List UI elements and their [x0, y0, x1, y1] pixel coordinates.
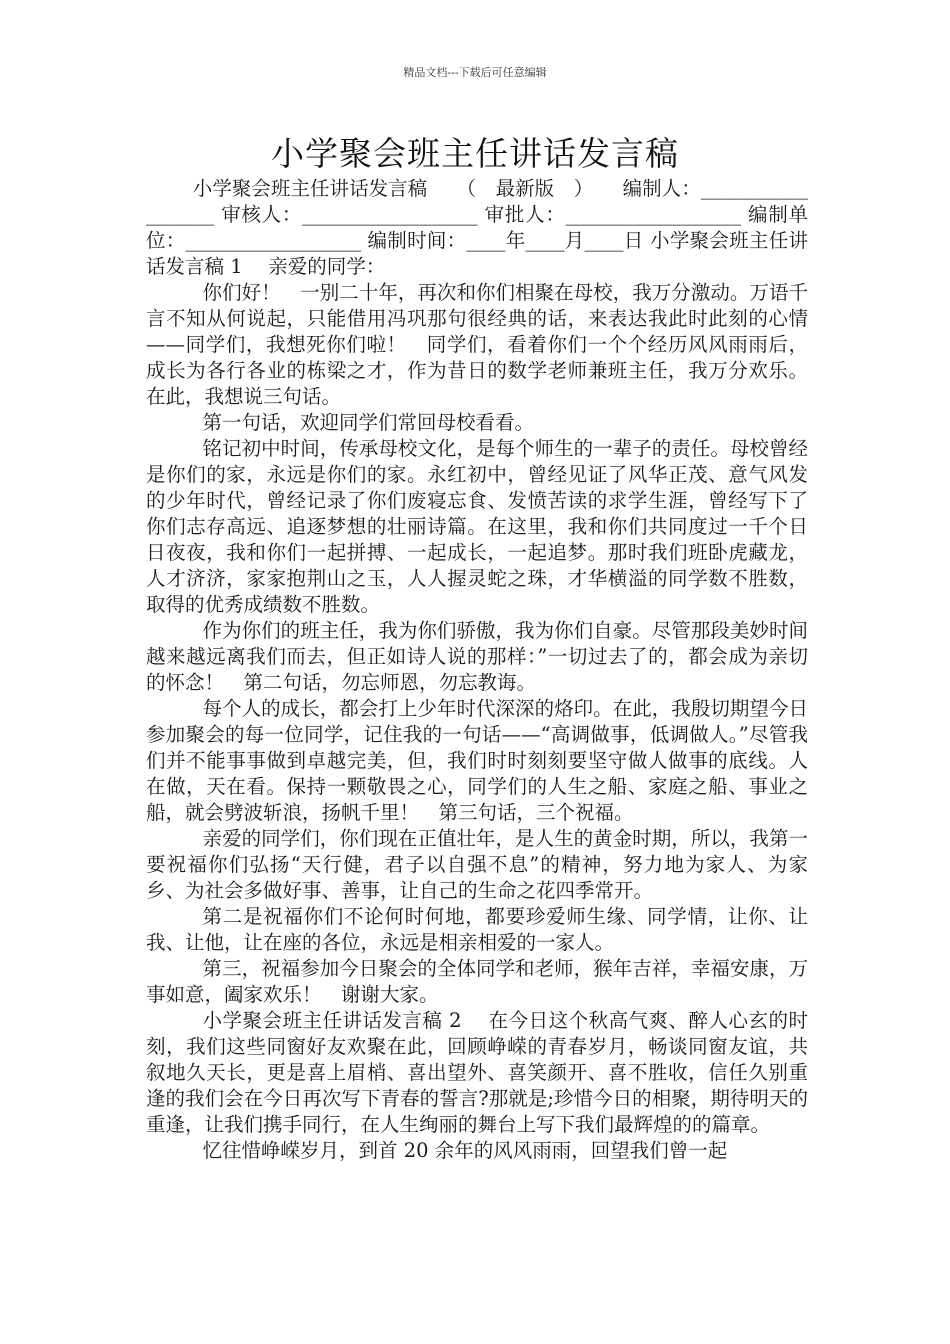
paragraph: 你们好！ 一别二十年，再次和你们相聚在母校，我万分激动。万语千言不知从何说起，只能借用冯巩那句很经典的话，来表达我此时此刻的心情——同学们，我想死你们啦！ 同学们，看着你们一个个经历风风雨雨后，成长为各行各业的栋梁之才，作为昔日的数学老师兼班主任，我万分欢乐。在此，我想说三句话。 [146, 281, 808, 408]
document-meta-line: 小学聚会班主任讲话发言稿 （ 最新版 ） 编制人：__________________ 审核人：__________________ 审批人：__________________ 编制单位：__________________ 编制时间：____年____月____日 小学聚会班主任讲话发言稿 1 亲爱的同学： [146, 177, 808, 278]
paragraph: 作为你们的班主任，我为你们骄傲，我为你们自豪。尽管那段美妙时间越来越远离我们而去，但正如诗人说的那样：”一切过去了的，都会成为亲切的怀念！ 第二句话，勿忘师恩，勿忘教诲。 [146, 619, 808, 694]
paragraph: 亲爱的同学们，你们现在正值壮年，是人生的黄金时期，所以，我第一要祝福你们弘扬“天行健，君子以自强不息”的精神，努力地为家人、为家乡、为社会多做好事、善事，让自己的生命之花四季常开。 [146, 827, 808, 902]
paragraph: 铭记初中时间，传承母校文化，是每个师生的一辈子的责任。母校曾经是你们的家，永远是你们的家。永红初中，曾经见证了风华正茂、意气风发的少年时代，曾经记录了你们废寝忘食、发愤苦读的求学生涯，曾经写下了你们志存高远、追逐梦想的壮丽诗篇。在这里，我和你们共同度过一千个日日夜夜，我和你们一起拼搏、一起成长，一起追梦。那时我们班卧虎藏龙，人才济济，家家抱荆山之玉，人人握灵蛇之珠，才华横溢的同学数不胜数，取得的优秀成绩数不胜数。 [146, 437, 808, 616]
page-header: 精品文档---下载后可任意编辑 [403, 66, 547, 79]
document-body [146, 176, 808, 1164]
paragraph: 每个人的成长，都会打上少年时代深深的烙印。在此，我殷切期望今日参加聚会的每一位同学，记住我的一句话——“高调做事，低调做人。”尽管我们并不能事事做到卓越完美，但，我们时时刻刻要坚守做人做事的底线。人在做，天在看。保持一颗敬畏之心，同学们的人生之船、家庭之船、事业之船，就会劈波斩浪，扬帆千里！ 第三句话，三个祝福。 [146, 697, 808, 824]
paragraph: 小学聚会班主任讲话发言稿 2 在今日这个秋高气爽、醉人心玄的时刻，我们这些同窗好友欢聚在此，回顾峥嵘的青春岁月，畅谈同窗友谊，共叙地久天长，更是喜上眉梢、喜出望外、喜笑颜开、喜不胜收，信任久别重逢的我们会在今日再次写下青春的誓言?那就是;珍惜今日的相聚，期待明天的重逢，让我们携手同行，在人生绚丽的舞台上写下我们最辉煌的的篇章。 [146, 1009, 808, 1136]
paragraph: 忆往惜峥嵘岁月，到首 20 余年的风风雨雨，回望我们曾一起 [202, 1139, 728, 1162]
paragraph: 第三，祝福参加今日聚会的全体同学和老师，猴年吉祥，幸福安康，万事如意，阖家欢乐！ 谢谢大家。 [146, 957, 808, 1006]
paragraph: 第二是祝福你们不论何时何地，都要珍爱师生缘、同学情，让你、让我、让他，让在座的各位，永远是相亲相爱的一家人。 [146, 905, 808, 954]
paragraph: 第一句话，欢迎同学们常回母校看看。 [202, 411, 535, 434]
document-title: 小学聚会班主任讲话发言稿 [271, 134, 679, 173]
